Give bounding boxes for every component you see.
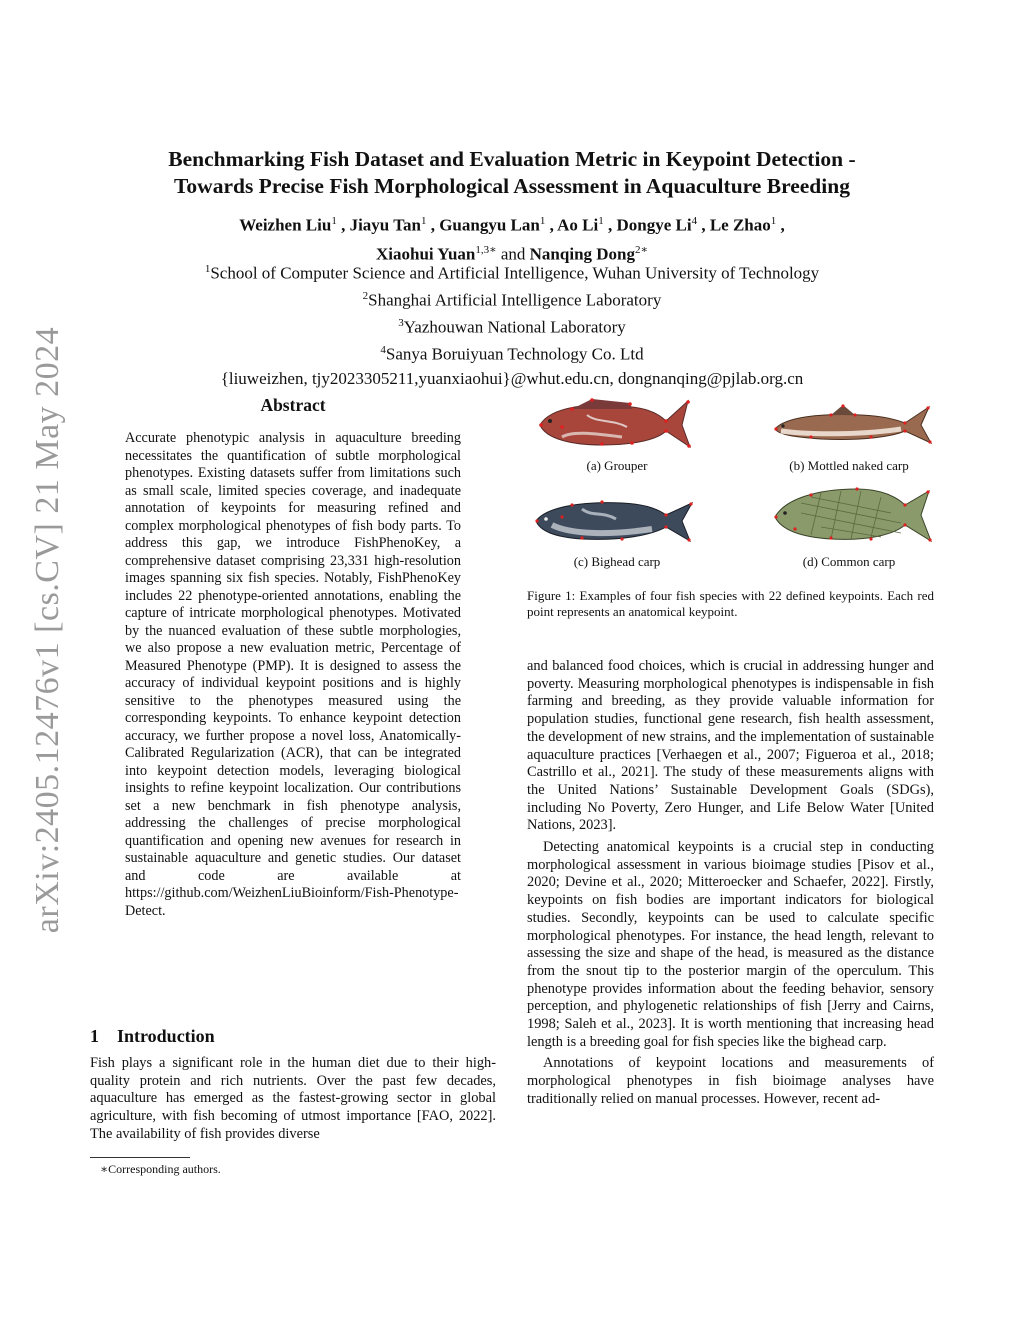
section-heading — [90, 1026, 215, 1047]
paper-title — [80, 146, 944, 200]
affiliation: $^3$Yazhouwan National Laboratory — [398, 317, 626, 337]
section-title: Introduction — [117, 1026, 215, 1046]
author-affil: 2∗ — [635, 243, 648, 256]
arxiv-identifier — [8, 310, 88, 950]
footnote: ∗Corresponding authors. — [100, 1162, 221, 1176]
title-line-2: Towards Precise Fish Morphological Assessment in Aquaculture Breeding — [174, 174, 850, 198]
figure-caption: Figure 1: Examples of four fish species with 22 defined keypoints. Each red point represents an anatomical keypoint. — [527, 588, 934, 619]
footnote-divider — [90, 1157, 190, 1158]
figure-1 — [527, 395, 934, 580]
grouper-image — [532, 397, 692, 451]
author-emails: {liuweizhen, tjy2023305211,yuanxiaohui}@whut.edu.cn, dongnanqing@pjlab.org.cn — [220, 368, 804, 388]
common-carp-image — [771, 483, 933, 547]
author-affil: 1,3∗ — [475, 243, 497, 256]
figure-label-d: (d) Common carp — [802, 554, 896, 569]
author-name: Weizhen Liu — [239, 215, 332, 235]
body-paragraph: Detecting anatomical keypoints is a crucial step in conducting morphological assessment in various bioimage studies [Pisov et al., 2020; Devine et al., 2020; Mitteroecker and Schaefer, 2022]. Firstly, keypoints on fish bodies are important indicators for biological studies. Secondly, keypoints can be used to calculate specific morphological phenotypes. For instance, the head length, relevant to assessing the size and shape of the head, is measured as the distance from the snout tip to the posterior margin of the operculum. This phenotype provides information about the feeding behavior, sensory perception, and phylogenetic relationships of fish [Jerry and Cairns, 1998; Saleh et al., 2023]. It is worth mentioning that increasing head length is a breeding goal for fish species like the bighead carp. — [527, 839, 934, 1050]
figure-label-b: (b) Mottled naked carp — [789, 458, 909, 473]
section-number: 1 — [90, 1026, 99, 1046]
author-name: Guangyu Lan — [439, 215, 540, 235]
author-name: Le Zhao — [709, 215, 771, 235]
figure-label-a: (a) Grouper — [586, 458, 648, 473]
affiliation: $^1$School of Computer Science and Artificial Intelligence, Wuhan University of Technology — [204, 263, 820, 283]
and-word: and — [500, 244, 526, 264]
author-affil: 1 — [539, 215, 546, 227]
abstract-heading: Abstract — [260, 395, 326, 415]
author-name: Ao Li — [557, 215, 599, 235]
bighead-carp-image — [532, 495, 694, 547]
author-name: Dongye Li — [616, 215, 692, 235]
abstract-text: Accurate phenotypic analysis in aquaculture breeding necessitates the quantification of subtle morphological phenotypes. Existing datasets suffer from limitations such as small scale, limited species coverage, and inadequate annotation of keypoints for measuring refined and complex morphological phenotypes of fish body parts. To address this gap, we introduce FishPhenoKey, a comprehensive dataset comprising 23,331 high-resolution images spanning six fish species. Notably, FishPhenoKey includes 22 phenotype-oriented annotations, enabling the capture of intricate morphological phenotypes. Motivated by the nuanced evaluation of these subtle morphologies, we also propose a new evaluation metric, Percentage of Measured Phenotype (PMP). It is designed to assess the accuracy of individual keypoint positions and is highly sensitive to the phenotypes measured using the corresponding keypoints. To enhance keypoint detection accuracy, we further propose a novel loss, Anatomically-Calibrated Regularization (ACR), that can be integrated into keypoint detection models, leveraging biological insights to refine keypoint localization. Our contributions set a new benchmark in fish phenotype analysis, addressing the challenges of precise morphological quantification and opening new avenues for research in sustainable aquaculture and genetic studies. Our dataset and code are available at https://github.com/WeizhenLiuBioinform/Fish-Phenotype-Detect. — [125, 430, 461, 919]
title-line-1: Benchmarking Fish Dataset and Evaluation Metric in Keypoint Detection - — [168, 147, 856, 171]
right-column-text — [527, 658, 934, 1113]
author-name: Jiayu Tan — [349, 215, 421, 235]
author-affil: 1 — [770, 215, 777, 227]
author-name: Xiaohui Yuan — [375, 244, 476, 264]
intro-paragraph: Fish plays a significant role in the human diet due to their high-quality protein and rich nutrients. Over the past few decades, aquaculture has emerged as the fastest-growing sector in global agriculture, with fish becoming of utmost importance [FAO, 2022]. The availability of fish provides diverse — [90, 1055, 496, 1142]
author-affil: 4 — [691, 215, 698, 227]
author-name: Nanqing Dong — [529, 244, 636, 264]
arxiv-identifier-text: arXiv:2405.12476v1 [cs.CV] 21 May 2024 — [29, 326, 66, 934]
body-paragraph: Annotations of keypoint locations and measurements of morphological phenotypes in fish bioimage analyses have traditionally relied on manual processes. However, recent ad- — [527, 1055, 934, 1107]
affiliation: $^2$Shanghai Artificial Intelligence Laboratory — [362, 290, 662, 310]
author-affil: 1 — [331, 215, 337, 227]
mottled-naked-carp-image — [771, 403, 933, 447]
affiliations — [80, 258, 944, 390]
figure-label-c: (c) Bighead carp — [573, 554, 661, 569]
affiliation: $^4$Sanya Boruiyuan Technology Co. Ltd — [380, 344, 644, 365]
body-paragraph: and balanced food choices, which is crucial in addressing hunger and poverty. Measuring morphological phenotypes is indispensable in fish farming and breeding, as they provide valuable information for population studies, functional gene research, fish health assessment, the development of new strains, and the implementation of sustainable aquaculture practices [Verhaegen et al., 2007; Figueroa et al., 2018; Castrillo et al., 2021]. The study of these measurements aligns with the United Nations’ Sustainable Development Goals (SDGs), including No Poverty, Zero Hunger, and Life Below Water [United Nations, 2023]. — [527, 658, 934, 834]
author-affil: 1 — [598, 215, 604, 227]
author-list: Weizhen Liu$^1$ , Jiayu Tan$^1$ , Guangyu Lan$^1$ , Ao Li$^1$ , Dongye Li$^4$ , Le Zhao$^1$ , Xiaohui Yuan$^{1,3∗}$ and Nanqing Dong$^{2∗}$ — [239, 215, 785, 264]
author-affil: 1 — [420, 215, 427, 227]
